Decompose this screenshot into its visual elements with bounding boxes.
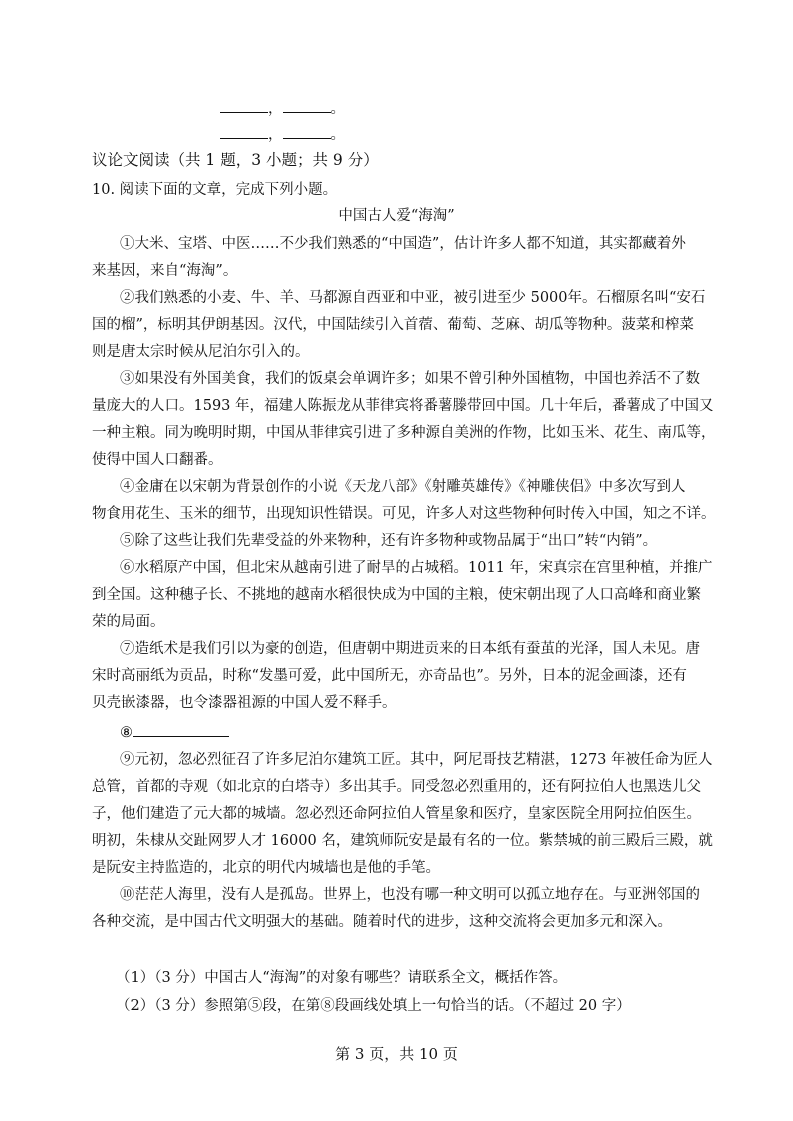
article-line: 各种交流，是中国古代文明强大的基础。随着时代的进步，这种交流将会更加多元和深入。 (92, 914, 672, 930)
article-line: ①大米、宝塔、中医……不少我们熟悉的“中国造”，估计许多人都不知道，其实都藏着外 (120, 236, 686, 252)
answer-blank[interactable] (220, 124, 268, 139)
article-line: 则是唐太宗时候从尼泊尔引入的。 (92, 344, 310, 360)
answer-line-1 (220, 98, 345, 119)
paragraph-8-blank-line (120, 722, 229, 743)
article-line: 总管，首都的寺观（如北京的白塔寺）多出其手。同受忽必烈重用的，还有阿拉伯人也黑迭儿父 (92, 779, 701, 795)
article-line: 荣的局面。 (92, 614, 165, 630)
subquestion-1: （1）（3 分）中国古人“海淘”的对象有哪些？请联系全文，概括作答。 (116, 970, 568, 986)
article-line: 来基因，来自“海淘”。 (92, 263, 238, 279)
question-intro: 10. 阅读下面的文章，完成下列小题。 (92, 182, 338, 198)
article-line: ⑥水稻原产中国，但北宋从越南引进了耐旱的占城稻。1011 年，宋真宗在宫里种植，并推广 (120, 560, 713, 576)
page-number: 第 3 页，共 10 页 (335, 1045, 458, 1063)
article-line: 国的榴”，标明其伊朗基因。汉代，中国陆续引入首蓿、葡萄、芝麻、胡瓜等物种。菠菜和榨菜 (92, 317, 694, 333)
article-line: 一种主粮。同为晚明时期，中国从菲律宾引进了多种源自美洲的作物，比如玉米、花生、南瓜等， (92, 425, 716, 441)
article-title: 中国古人爱“海淘” (338, 208, 455, 224)
article-line: 宋时高丽纸为贡品，时称“发墨可爱，此中国所无，亦奇品也”。另外，日本的泥金画漆，还有 (92, 668, 687, 684)
article-line: 贝壳嵌漆器，也令漆器祖源的中国人爱不释手。 (92, 695, 397, 711)
article-line: 物食用花生、玉米的细节，出现知识性错误。可见，许多人对这些物种何时传入中国，知之不详。 (92, 506, 716, 522)
article-line: ⑤除了这些让我们先辈受益的外来物种，还有许多物种或物品属于“出口”转“内销”。 (120, 533, 658, 549)
article-line: 使得中国人口翻番。 (92, 452, 223, 468)
answer-blank[interactable] (283, 98, 331, 113)
article-line: 量庞大的人口。1593 年，福建人陈振龙从菲律宾将番薯滕带回中国。几十年后，番薯成了中国又 (92, 398, 714, 414)
article-line: 到全国。这种穗子长、不挑地的越南水稻很快成为中国的主粮，使宋朝出现了人口高峰和商业繁 (92, 587, 701, 603)
separator: ， (268, 127, 283, 143)
section-heading: 议论文阅读（共 1 题，3 小题；共 9 分） (92, 151, 379, 169)
answer-line-2 (220, 124, 345, 145)
article-line: ②我们熟悉的小麦、牛、羊、马都源自西亚和中亚，被引进至少 5000年。石榴原名叫“安石 (120, 290, 706, 306)
terminator: 。 (330, 101, 345, 117)
article-line: ⑩茫茫人海里，没有人是孤岛。世界上，也没有哪一种文明可以孤立地存在。与亚洲邻国的 (120, 887, 700, 903)
subquestion-2: （2）（3 分）参照第⑤段，在第⑧段画线处填上一句恰当的话。（不超过 20 字） (116, 998, 631, 1014)
article-line: 是阮安主持监造的，北京的明代内城墙也是他的手笔。 (92, 860, 440, 876)
answer-blank[interactable] (283, 124, 331, 139)
paragraph-number: ⑧ (120, 725, 133, 741)
answer-blank[interactable] (220, 98, 268, 113)
fill-in-blank[interactable] (133, 722, 229, 737)
article-line: ③如果没有外国美食，我们的饭桌会单调许多；如果不曾引种外国植物，中国也养活不了数 (120, 371, 700, 387)
article-line: 明初，朱棣从交趾网罗人才 16000 名，建筑师阮安是最有名的一位。紫禁城的前三殿后三殿，就 (92, 833, 713, 849)
article-line: ⑦造纸术是我们引以为豪的创造，但唐朝中期进贡来的日本纸有蚕茧的光泽，国人未见。唐 (120, 641, 700, 657)
article-line: 子，他们建造了元大都的城墙。忽必烈还命阿拉伯人管星象和医疗，皇家医院全用阿拉伯医生。 (92, 806, 701, 822)
separator: ， (268, 101, 283, 117)
article-line: ⑨元初，忽必烈征召了许多尼泊尔建筑工匠。其中，阿尼哥技艺精湛，1273 年被任命为匠人 (120, 752, 713, 768)
article-line: ④金庸在以宋朝为背景创作的小说《天龙八部》《射雕英雄传》《神雕侠侣》中多次写到人 (120, 479, 686, 495)
terminator: 。 (330, 127, 345, 143)
